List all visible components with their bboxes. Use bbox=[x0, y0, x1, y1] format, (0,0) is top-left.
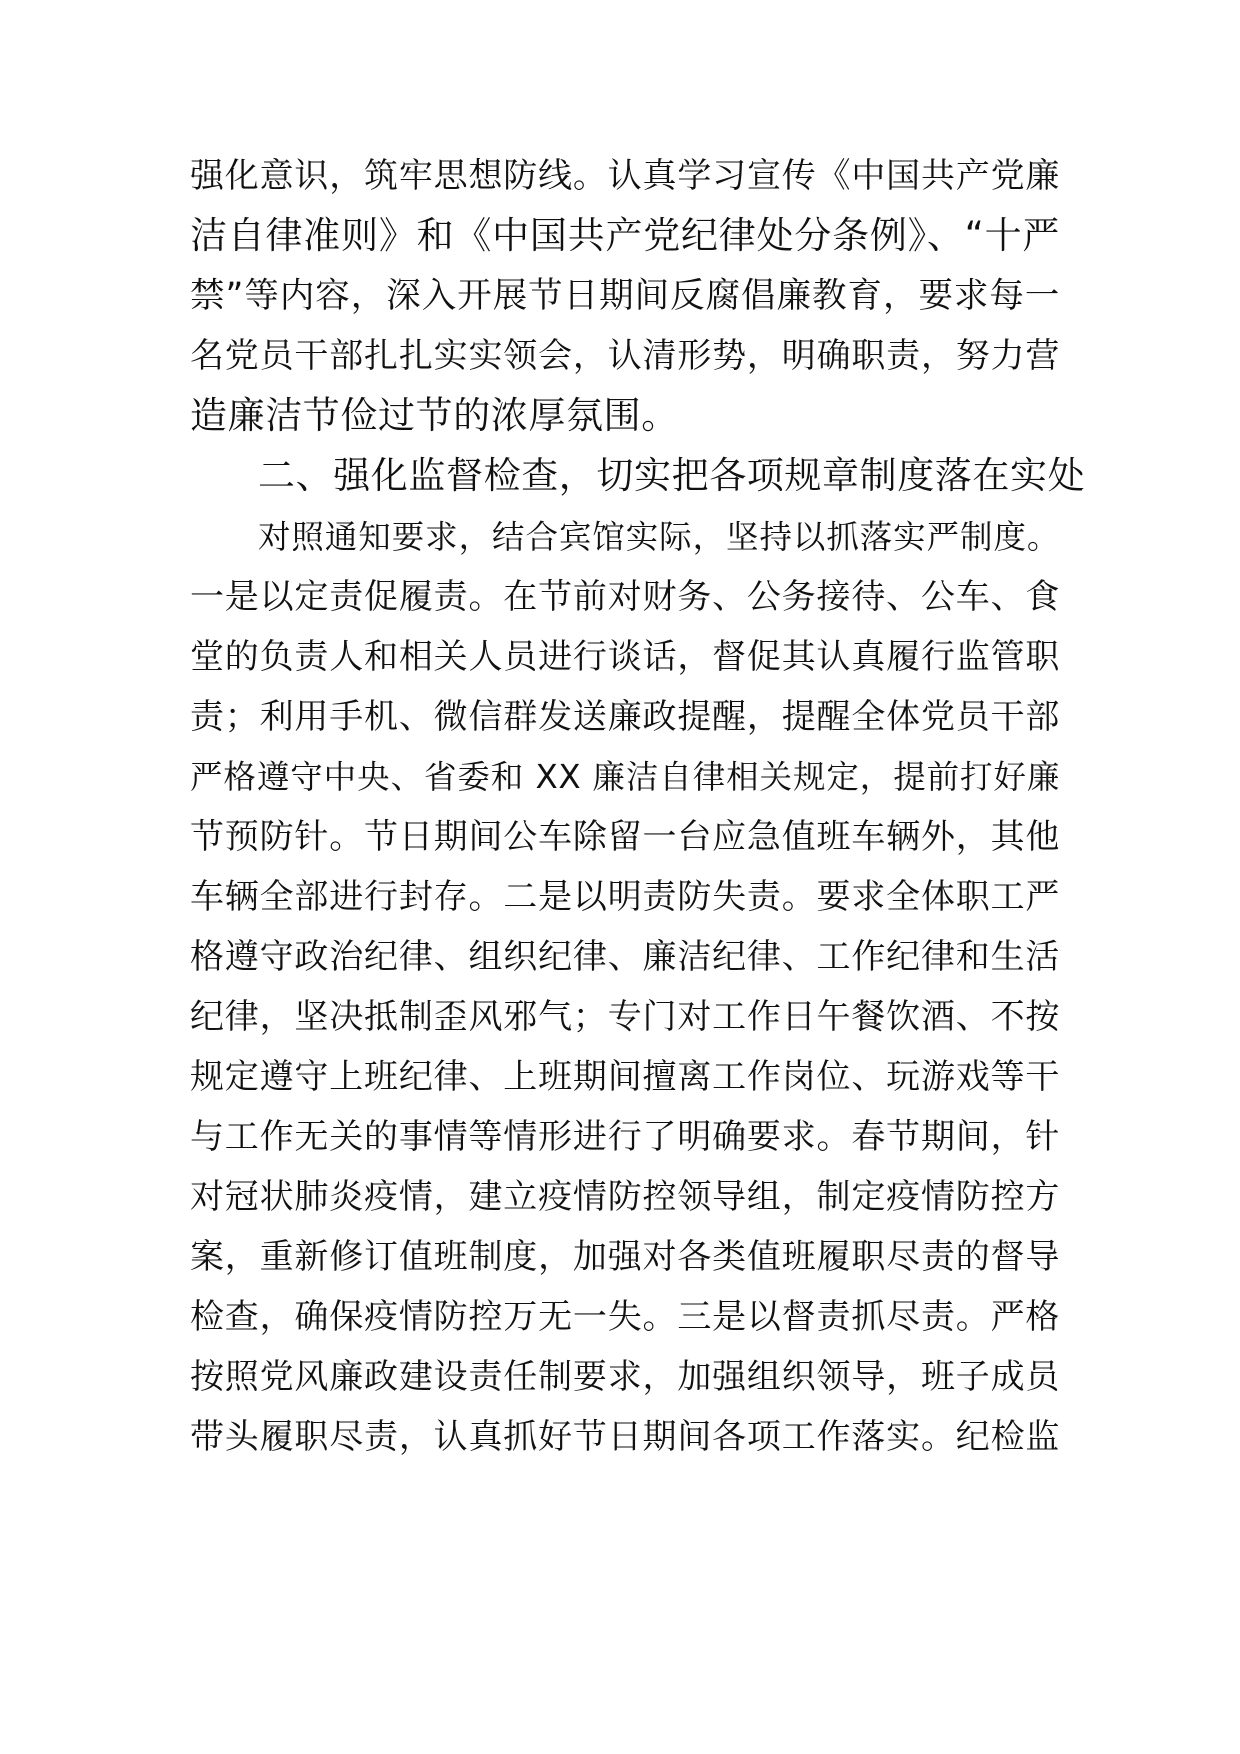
paragraph-2-line-11: 与工作无关的事情等情形进行了明确要求。春节期间，针 bbox=[190, 1117, 1060, 1157]
paragraph-1-line-5: 造廉洁节俭过节的浓厚氛围。 bbox=[190, 394, 679, 437]
paragraph-2-line-10: 规定遵守上班纪律、上班期间擅离工作岗位、玩游戏等干 bbox=[190, 1057, 1060, 1097]
paragraph-1-line-3: 禁”等内容，深入开展节日期间反腐倡廉教育，要求每一 bbox=[190, 276, 1060, 316]
paragraph-2-line-5: 严格遵守中央、省委和 XX 廉洁自律相关规定，提前打好廉 bbox=[190, 758, 1060, 796]
paragraph-2-line-7: 车辆全部进行封存。二是以明责防失责。要求全体职工严 bbox=[190, 877, 1060, 917]
paragraph-2-line-4: 责；利用手机、微信群发送廉政提醒，提醒全体党员干部 bbox=[190, 697, 1060, 737]
paragraph-2-line-2: 一是以定责促履责。在节前对财务、公务接待、公车、食 bbox=[190, 577, 1060, 617]
paragraph-2-line-1: 对照通知要求，结合宾馆实际，坚持以抓落实严制度。 bbox=[258, 518, 1060, 556]
paragraph-2-line-14: 检查，确保疫情防控万无一失。三是以督责抓尽责。严格 bbox=[190, 1297, 1060, 1337]
paragraph-2-line-12: 对冠状肺炎疫情，建立疫情防控领导组，制定疫情防控方 bbox=[190, 1177, 1060, 1217]
paragraph-2-line-8: 格遵守政治纪律、组织纪律、廉洁纪律、工作纪律和生活 bbox=[190, 937, 1060, 977]
paragraph-2-line-9: 纪律，坚决抵制歪风邪气；专门对工作日午餐饮酒、不按 bbox=[190, 997, 1060, 1037]
section-2-heading: 二、强化监督检查，切实把各项规章制度落在实处 bbox=[258, 454, 1086, 497]
paragraph-2-line-16: 带头履职尽责，认真抓好节日期间各项工作落实。纪检监 bbox=[190, 1417, 1060, 1457]
paragraph-1-line-4: 名党员干部扎扎实实领会，认清形势，明确职责，努力营 bbox=[190, 336, 1060, 376]
paragraph-2-line-13: 案，重新修订值班制度，加强对各类值班履职尽责的督导 bbox=[190, 1237, 1060, 1277]
paragraph-1-line-1: 强化意识，筑牢思想防线。认真学习宣传《中国共产党廉 bbox=[190, 156, 1060, 196]
paragraph-2-line-3: 堂的负责人和相关人员进行谈话，督促其认真履行监管职 bbox=[190, 637, 1060, 677]
paragraph-2-line-6: 节预防针。节日期间公车除留一台应急值班车辆外，其他 bbox=[190, 817, 1060, 857]
paragraph-2-line-15: 按照党风廉政建设责任制要求，加强组织领导，班子成员 bbox=[190, 1357, 1060, 1397]
paragraph-1-line-2: 洁自律准则》和《中国共产党纪律处分条例》、“十严 bbox=[190, 214, 1060, 257]
